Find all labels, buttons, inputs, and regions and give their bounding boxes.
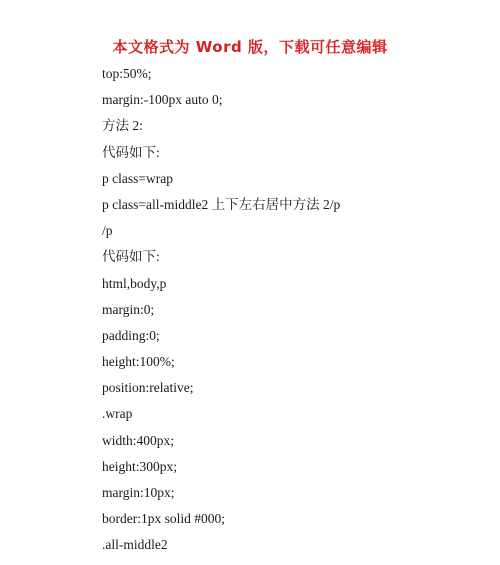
text-line: height:300px; <box>102 458 177 474</box>
text-line: p class=wrap <box>102 170 173 186</box>
text-line: margin:0; <box>102 301 155 317</box>
text-line: border:1px solid #000; <box>102 511 225 527</box>
text-line: p class=all-middle2 上下左右居中方法 2/p <box>102 196 341 212</box>
text-line: top:50%; <box>102 66 152 81</box>
text-line: html,body,p <box>102 275 167 291</box>
text-line: width:400px; <box>102 432 175 448</box>
text-line: height:100%; <box>102 354 175 370</box>
text-line: position:relative; <box>102 380 194 396</box>
text-line: 代码如下: <box>102 144 160 160</box>
text-line: /p <box>102 223 113 239</box>
text-line: .wrap <box>102 406 133 422</box>
text-line: margin:10px; <box>102 485 175 500</box>
code-text-block <box>102 66 340 564</box>
text-line: padding:0; <box>102 327 160 343</box>
format-banner: 本文格式为 Word 版，下载可任意编辑 <box>112 38 388 56</box>
text-line: .all-middle2 <box>102 537 168 553</box>
text-line: 代码如下: <box>102 249 160 265</box>
text-line: margin:-100px auto 0; <box>102 92 223 108</box>
text-line: 方法 2: <box>102 118 143 134</box>
